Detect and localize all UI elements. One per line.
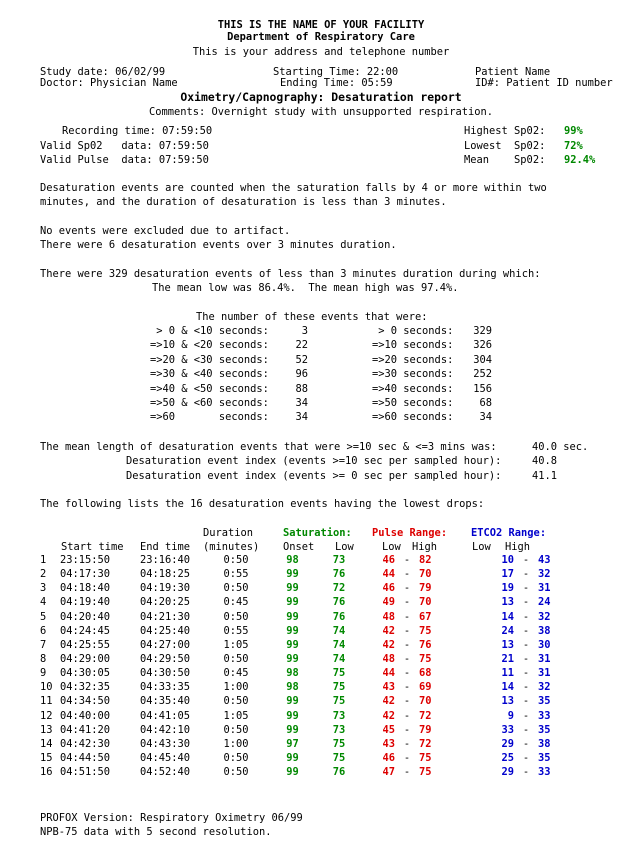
event-duration: 1:05 [223,709,249,722]
range-dash: - [522,638,530,651]
bin-cumulative-count: 252 [473,368,492,380]
range-dash: - [403,624,411,637]
event-number: 2 [40,568,47,581]
event-start-time: 04:20:40 [60,610,111,623]
event-etco2-low: 13 [501,596,514,609]
event-duration: 0:50 [223,752,249,765]
table-row [40,610,558,624]
range-dash: - [522,737,530,750]
event-duration: 0:50 [223,695,249,708]
event-end-time: 04:30:50 [140,667,191,680]
event-pulse-low: 44 [382,568,395,581]
event-duration: 0:45 [223,667,249,680]
event-number: 8 [40,653,47,666]
definition-line-1: Desaturation events are counted when the saturation falls by 4 or more within two [40,182,547,194]
table-row [40,737,558,751]
event-etco2-low: 11 [501,667,514,680]
etco2-range-header: ETCO2 Range: [471,527,547,539]
event-start-time: 04:44:50 [60,752,111,765]
event-etco2-high: 35 [538,695,551,708]
event-pulse-high: 69 [419,681,432,694]
event-etco2-high: 32 [538,681,551,694]
range-dash: - [522,596,530,609]
bin-cumulative-range: > 0 seconds: [372,325,454,337]
bin-cumulative-range: =>10 seconds: [372,339,454,351]
patient-name: Patient Name [475,66,551,78]
event-onset-sat: 99 [286,610,299,623]
mean-spo2-value: 92.4% [564,154,596,166]
onset-header: Onset [283,541,315,553]
table-row [40,567,558,581]
event-pulse-low: 42 [382,695,395,708]
event-low-sat: 75 [332,681,346,694]
event-low-sat: 76 [332,766,346,779]
range-dash: - [522,653,530,666]
highest-spo2-value: 99% [564,125,583,137]
event-pulse-low: 46 [382,582,395,595]
event-duration: 1:00 [223,737,249,750]
event-etco2-high: 31 [538,582,551,595]
event-etco2-low: 13 [501,638,514,651]
table-row [40,723,558,737]
event-etco2-low: 14 [501,610,514,623]
event-number: 10 [40,681,53,694]
range-dash: - [522,766,530,779]
bin-cumulative-range: =>30 seconds: [372,368,454,380]
mean-length-label: The mean length of desaturation events that were >=10 sec & <=3 mins was: [40,441,497,453]
bin-count: 34 [295,411,308,423]
range-dash: - [403,638,411,651]
event-low-sat: 73 [332,554,346,567]
event-etco2-high: 32 [538,568,551,581]
event-duration: 0:50 [223,723,249,736]
event-etco2-high: 35 [538,723,551,736]
event-low-sat: 75 [332,695,346,708]
event-number: 9 [40,667,47,680]
event-onset-sat: 98 [286,667,299,680]
event-duration: 0:50 [223,554,249,567]
event-onset-sat: 99 [286,568,299,581]
event-pulse-high: 72 [419,737,432,750]
event-onset-sat: 99 [286,709,299,722]
table-row [40,553,558,567]
event-low-sat: 76 [332,610,346,623]
bin-cumulative-range: =>50 seconds: [372,397,454,409]
event-number: 1 [40,554,47,567]
event-start-time: 23:15:50 [60,554,111,567]
bin-cumulative-count: 329 [473,325,492,337]
event-end-time: 04:33:35 [140,681,191,694]
event-pulse-low: 48 [382,610,395,623]
mean-spo2-label: Mean Sp02: [464,154,546,166]
event-start-time: 04:34:50 [60,695,111,708]
events-over-3min: There were 6 desaturation events over 3 minutes duration. [40,239,397,251]
table-row [40,638,558,652]
event-start-time: 04:40:00 [60,709,111,722]
range-dash: - [522,752,530,765]
range-dash: - [403,554,411,567]
event-pulse-low: 42 [382,709,395,722]
table-row [40,666,558,680]
event-number: 12 [40,709,53,722]
table-row [40,624,558,638]
event-etco2-high: 35 [538,752,551,765]
event-onset-sat: 99 [286,695,299,708]
event-pulse-high: 68 [419,667,432,680]
event-number: 15 [40,752,53,765]
bin-range: =>10 & <20 seconds: [150,339,269,351]
bin-range: > 0 & <10 seconds: [150,325,269,337]
event-pulse-low: 43 [382,737,395,750]
minutes-header: (minutes) [203,541,260,553]
mean-low-high: The mean low was 86.4%. The mean high was 97.4%. [152,282,459,294]
table-row [40,581,558,595]
event-pulse-low: 47 [382,766,395,779]
pulse-high-header: High [412,541,438,553]
bin-cumulative-count: 68 [479,397,492,409]
event-pulse-low: 42 [382,638,395,651]
table-row [40,694,558,708]
event-pulse-high: 76 [419,638,432,651]
event-number: 16 [40,766,53,779]
event-onset-sat: 99 [286,624,299,637]
bin-range: =>20 & <30 seconds: [150,354,269,366]
event-low-sat: 74 [332,624,346,637]
saturation-header: Saturation: [283,527,352,539]
mean-length-value: 40.0 sec. [532,441,589,453]
event-duration: 1:00 [223,681,249,694]
event-start-time: 04:18:40 [60,582,111,595]
facility-address: This is your address and telephone number [192,46,450,58]
range-dash: - [403,610,411,623]
event-etco2-low: 19 [501,582,514,595]
range-dash: - [403,596,411,609]
event-pulse-high: 75 [419,766,432,779]
range-dash: - [403,709,411,722]
event-etco2-low: 9 [507,709,514,722]
range-dash: - [403,723,411,736]
range-dash: - [522,709,530,722]
bin-cumulative-count: 156 [473,383,492,395]
event-pulse-low: 49 [382,596,395,609]
start-time-header: Start time [61,541,124,553]
event-onset-sat: 98 [286,681,299,694]
event-number: 13 [40,723,53,736]
event-etco2-high: 31 [538,653,551,666]
etco2-high-header: High [505,541,531,553]
event-duration: 0:45 [223,596,249,609]
recording-time: Recording time: 07:59:50 [62,125,213,137]
event-number: 3 [40,582,47,595]
event-etco2-low: 29 [501,737,514,750]
event-duration: 1:05 [223,638,249,651]
event-onset-sat: 99 [286,752,299,765]
event-index-0-label: Desaturation event index (events >= 0 sec per sampled hour): [126,470,502,482]
event-etco2-low: 10 [501,554,514,567]
event-pulse-low: 43 [382,681,395,694]
event-index-10-label: Desaturation event index (events >=10 sec per sampled hour): [126,455,502,467]
pulse-range-header: Pulse Range: [372,527,448,539]
event-start-time: 04:51:50 [60,766,111,779]
range-dash: - [403,681,411,694]
event-start-time: 04:32:35 [60,681,111,694]
range-dash: - [522,554,530,567]
bin-cumulative-range: =>20 seconds: [372,354,454,366]
event-duration: 0:50 [223,610,249,623]
range-dash: - [403,582,411,595]
event-number: 11 [40,695,53,708]
table-row [40,652,558,666]
event-low-sat: 74 [332,638,346,651]
report-comments: Comments: Overnight study with unsupported respiration. [148,106,494,118]
table-row [40,709,558,723]
event-etco2-low: 25 [501,752,514,765]
table-row [40,595,558,609]
event-pulse-low: 45 [382,723,395,736]
lowest-spo2-value: 72% [564,140,583,152]
event-number: 6 [40,624,47,637]
range-dash: - [522,667,530,680]
range-dash: - [403,737,411,750]
range-dash: - [403,695,411,708]
event-etco2-high: 33 [538,766,551,779]
event-etco2-high: 32 [538,610,551,623]
bin-cumulative-range: =>40 seconds: [372,383,454,395]
bin-count: 34 [295,397,308,409]
event-onset-sat: 99 [286,582,299,595]
event-etco2-low: 24 [501,624,514,637]
range-dash: - [403,766,411,779]
event-pulse-high: 67 [419,610,432,623]
range-dash: - [522,681,530,694]
event-onset-sat: 99 [286,638,299,651]
event-number: 7 [40,638,47,651]
event-low-sat: 74 [332,653,346,666]
event-low-sat: 75 [332,752,346,765]
starting-time: Starting Time: 22:00 [273,66,399,78]
lowest-spo2-label: Lowest Sp02: [464,140,546,152]
event-start-time: 04:25:55 [60,638,111,651]
event-end-time: 23:16:40 [140,554,191,567]
event-pulse-high: 75 [419,653,432,666]
event-end-time: 04:18:25 [140,568,191,581]
event-low-sat: 73 [332,723,346,736]
bin-range: =>50 & <60 seconds: [150,397,269,409]
event-onset-sat: 99 [286,766,299,779]
event-onset-sat: 98 [286,554,299,567]
event-start-time: 04:41:20 [60,723,111,736]
bin-range: =>30 & <40 seconds: [150,368,269,380]
event-etco2-low: 13 [501,695,514,708]
event-duration: 0:55 [223,624,249,637]
event-pulse-high: 82 [419,554,432,567]
event-pulse-high: 70 [419,596,432,609]
range-dash: - [403,667,411,680]
event-etco2-low: 29 [501,766,514,779]
event-number: 14 [40,737,53,750]
event-etco2-high: 38 [538,624,551,637]
bin-cumulative-count: 326 [473,339,492,351]
event-end-time: 04:20:25 [140,596,191,609]
event-pulse-high: 79 [419,723,432,736]
pulse-low-header: Low [382,541,401,553]
doctor-name: Doctor: Physician Name [40,77,178,89]
bin-count: 96 [295,368,308,380]
range-dash: - [522,582,530,595]
events-under-3min: There were 329 desaturation events of less than 3 minutes duration during which: [40,268,541,280]
table-row [40,751,558,765]
device-note: NPB-75 data with 5 second resolution. [40,826,272,838]
bin-count: 22 [295,339,308,351]
highest-spo2-label: Highest Sp02: [464,125,546,137]
event-pulse-high: 75 [419,752,432,765]
event-start-time: 04:24:45 [60,624,111,637]
end-time-header: End time [140,541,191,553]
event-pulse-low: 42 [382,624,395,637]
event-start-time: 04:29:00 [60,653,111,666]
event-end-time: 04:19:30 [140,582,191,595]
artifact-note: No events were excluded due to artifact. [40,225,291,237]
event-end-time: 04:25:40 [140,624,191,637]
event-low-sat: 75 [332,667,346,680]
event-etco2-low: 17 [501,568,514,581]
event-pulse-high: 79 [419,582,432,595]
table-row [40,765,558,779]
event-onset-sat: 99 [286,653,299,666]
event-etco2-high: 31 [538,667,551,680]
event-etco2-low: 21 [501,653,514,666]
event-etco2-high: 30 [538,638,551,651]
event-pulse-high: 72 [419,709,432,722]
duration-header: Duration [203,527,254,539]
desaturation-events-table [40,553,558,779]
event-etco2-low: 33 [501,723,514,736]
event-onset-sat: 99 [286,723,299,736]
event-pulse-high: 70 [419,695,432,708]
event-number: 5 [40,610,47,623]
study-date: Study date: 06/02/99 [40,66,166,78]
software-version: PROFOX Version: Respiratory Oximetry 06/99 [40,812,303,824]
event-etco2-high: 33 [538,709,551,722]
event-etco2-low: 14 [501,681,514,694]
range-dash: - [522,610,530,623]
range-dash: - [403,568,411,581]
event-pulse-low: 44 [382,667,395,680]
event-pulse-low: 46 [382,752,395,765]
bin-count: 3 [301,325,308,337]
event-end-time: 04:42:10 [140,723,191,736]
bin-count: 88 [295,383,308,395]
valid-pulse-data: Valid Pulse data: 07:59:50 [40,154,209,166]
range-dash: - [522,723,530,736]
bin-cumulative-count: 34 [479,411,492,423]
low-header: Low [335,541,354,553]
event-low-sat: 76 [332,568,346,581]
department-name: Department of Respiratory Care [227,31,415,43]
event-duration: 0:50 [223,582,249,595]
event-pulse-low: 46 [382,554,395,567]
event-list-intro: The following lists the 16 desaturation events having the lowest drops: [40,498,485,510]
event-onset-sat: 97 [286,737,299,750]
event-index-10-value: 40.8 [532,455,558,467]
event-start-time: 04:17:30 [60,568,111,581]
range-dash: - [403,752,411,765]
facility-name: THIS IS THE NAME OF YOUR FACILITY [217,19,425,31]
event-duration: 0:55 [223,568,249,581]
event-index-0-value: 41.1 [532,470,558,482]
event-duration: 0:50 [223,766,249,779]
bin-count: 52 [295,354,308,366]
etco2-low-header: Low [472,541,491,553]
report-title: Oximetry/Capnography: Desaturation report [180,90,462,104]
event-start-time: 04:19:40 [60,596,111,609]
patient-id: ID#: Patient ID number [475,77,613,89]
event-end-time: 04:21:30 [140,610,191,623]
event-end-time: 04:41:05 [140,709,191,722]
event-pulse-high: 75 [419,624,432,637]
event-etco2-high: 38 [538,737,551,750]
event-number: 4 [40,596,47,609]
event-end-time: 04:43:30 [140,737,191,750]
event-duration: 0:50 [223,653,249,666]
event-low-sat: 72 [332,582,346,595]
event-onset-sat: 99 [286,596,299,609]
event-low-sat: 75 [332,737,346,750]
range-dash: - [522,695,530,708]
event-low-sat: 76 [332,596,346,609]
event-end-time: 04:52:40 [140,766,191,779]
event-start-time: 04:42:30 [60,737,111,750]
ending-time: Ending Time: 05:59 [280,77,393,89]
table-row [40,680,558,694]
event-start-time: 04:30:05 [60,667,111,680]
event-end-time: 04:27:00 [140,638,191,651]
bin-cumulative-count: 304 [473,354,492,366]
bin-cumulative-range: =>60 seconds: [372,411,454,423]
bin-range: =>40 & <50 seconds: [150,383,269,395]
valid-spo2-data: Valid Sp02 data: 07:59:50 [40,140,209,152]
event-low-sat: 73 [332,709,346,722]
event-pulse-high: 70 [419,568,432,581]
bins-heading: The number of these events that were: [196,311,428,323]
range-dash: - [522,568,530,581]
event-pulse-low: 48 [382,653,395,666]
event-end-time: 04:29:50 [140,653,191,666]
definition-line-2: minutes, and the duration of desaturation is less than 3 minutes. [40,196,447,208]
range-dash: - [522,624,530,637]
event-etco2-high: 43 [538,554,551,567]
event-end-time: 04:45:40 [140,752,191,765]
range-dash: - [403,653,411,666]
bin-range: =>60 seconds: [150,411,269,423]
event-end-time: 04:35:40 [140,695,191,708]
event-etco2-high: 24 [538,596,551,609]
